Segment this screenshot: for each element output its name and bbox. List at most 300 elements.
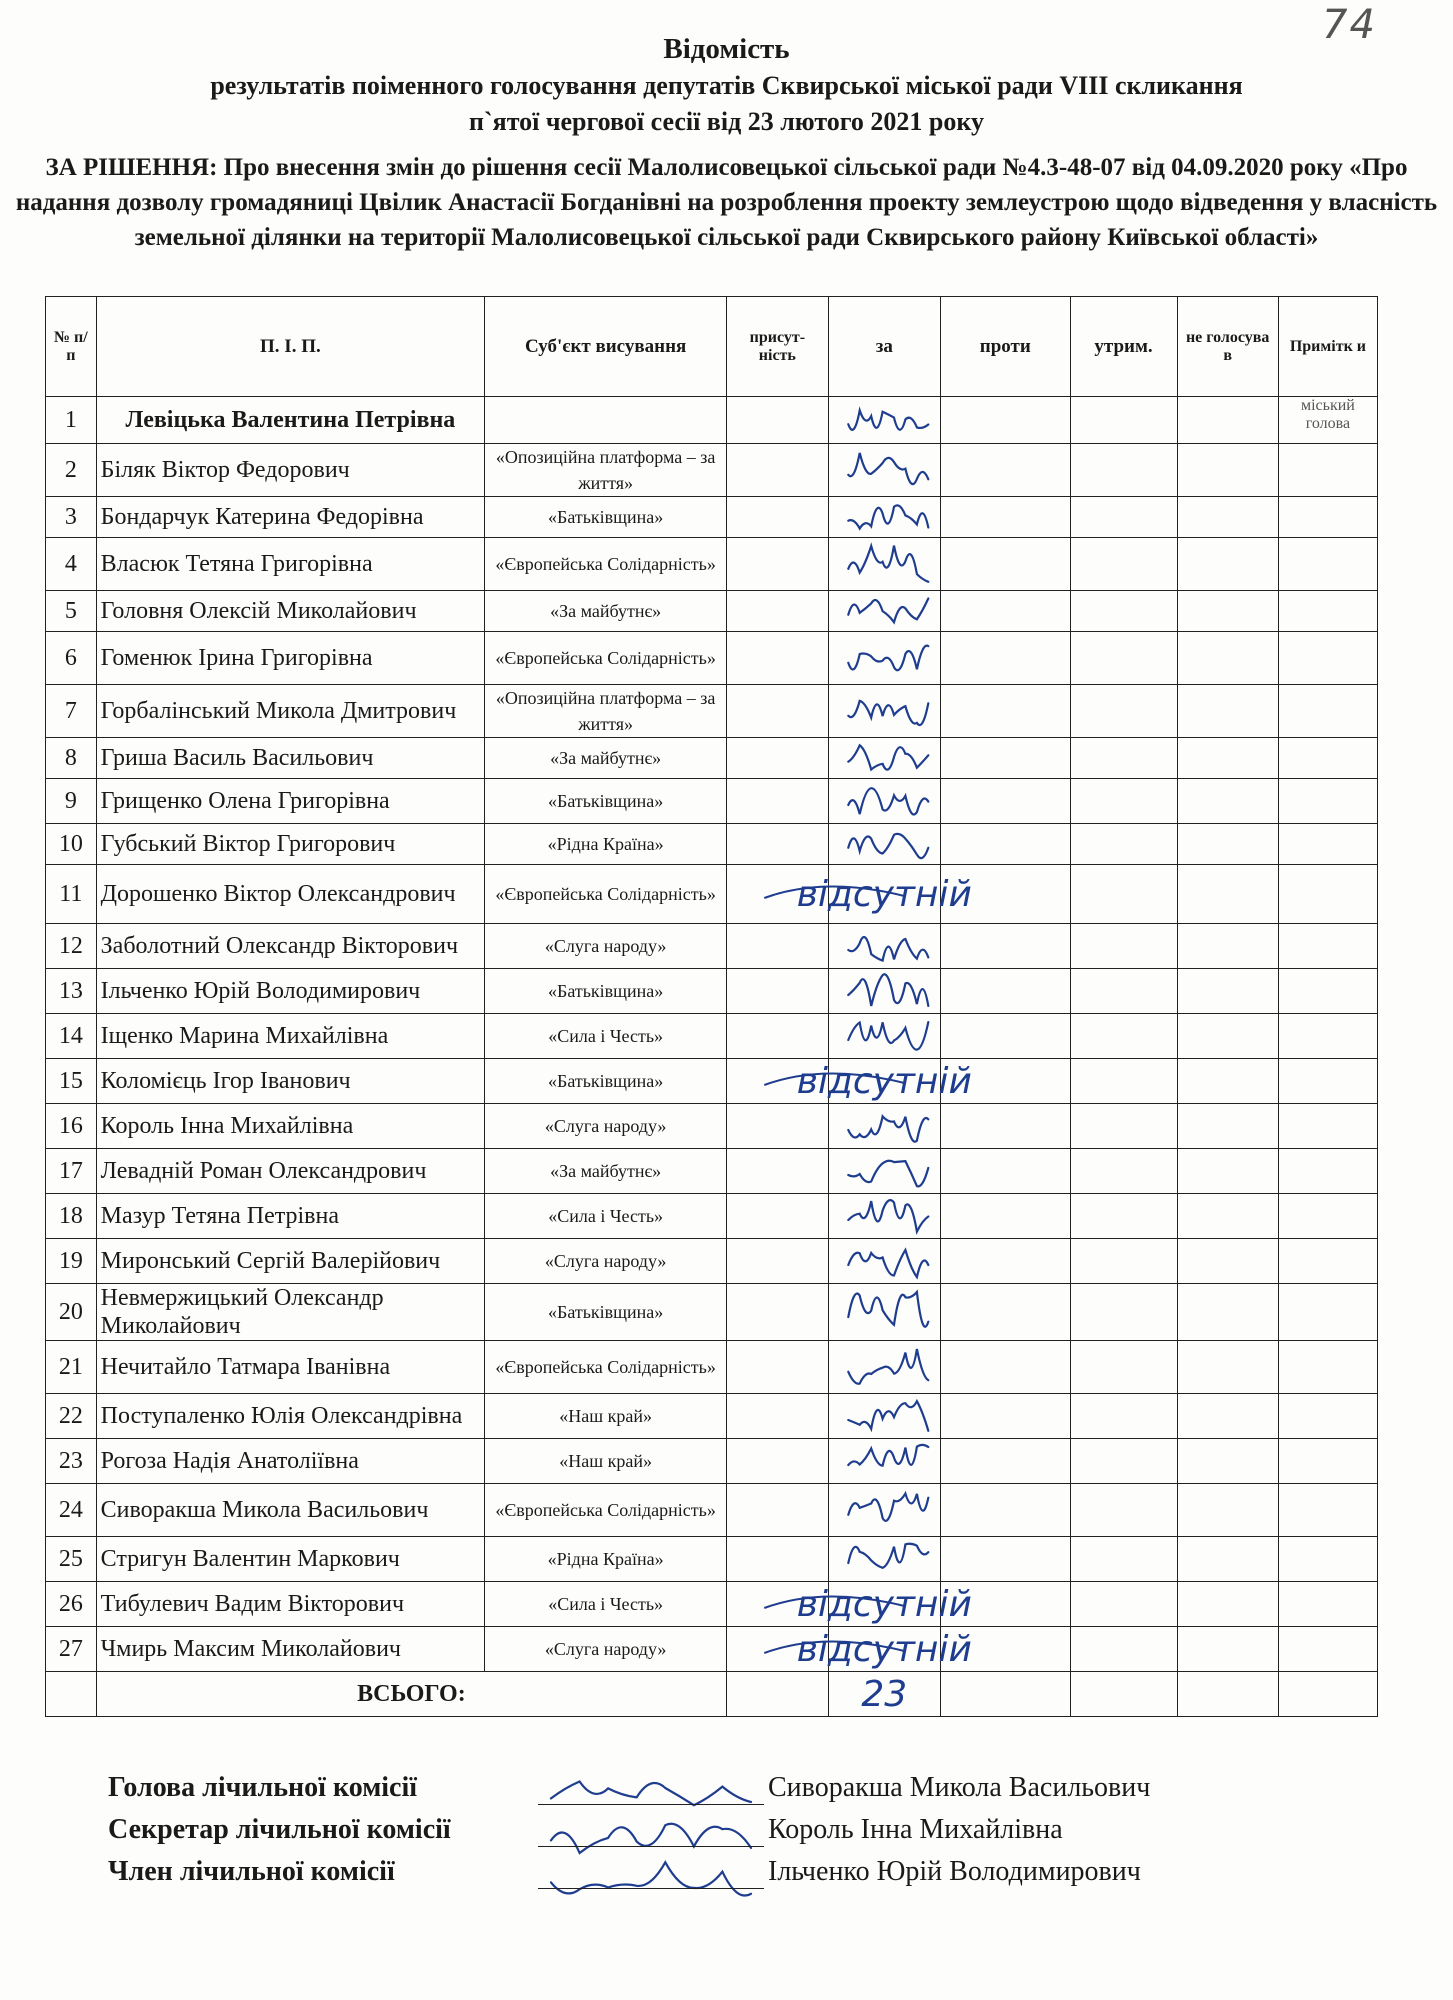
- against-cell: [941, 779, 1070, 824]
- table-row: [46, 397, 1378, 444]
- total-not-voting-cell: [1177, 1672, 1278, 1717]
- table-row: [46, 824, 1378, 865]
- not-voting-cell: [1177, 738, 1278, 779]
- table-row: [46, 1059, 1378, 1104]
- deputy-name: Миронський Сергій Валерійович: [96, 1239, 484, 1284]
- page-number: 74: [1322, 2, 1377, 48]
- deputy-party: «За майбутнє»: [485, 591, 727, 632]
- not-voting-cell: [1177, 1627, 1278, 1672]
- not-voting-cell: [1177, 1394, 1278, 1439]
- present-cell: [727, 591, 828, 632]
- deputy-name: Горбалінський Микола Дмитрович: [96, 685, 484, 738]
- present-cell: [727, 824, 828, 865]
- present-cell: [727, 1341, 828, 1394]
- table-row: [46, 1014, 1378, 1059]
- row-number: 23: [46, 1439, 97, 1484]
- against-cell: [941, 1484, 1070, 1537]
- table-row: [46, 538, 1378, 591]
- not-voting-cell: [1177, 591, 1278, 632]
- table-row: [46, 738, 1378, 779]
- not-voting-cell: [1177, 1104, 1278, 1149]
- against-cell: [941, 1014, 1070, 1059]
- note-cell: [1278, 538, 1377, 591]
- deputy-party: «Опозиційна платформа – за життя»: [485, 685, 727, 738]
- table-row: [46, 1341, 1378, 1394]
- commission-member-row: [108, 1856, 1308, 1898]
- abstain-cell: [1070, 924, 1177, 969]
- deputy-party: «Слуга народу»: [485, 924, 727, 969]
- not-voting-cell: [1177, 1059, 1278, 1104]
- deputy-name: Тибулевич Вадим Вікторович: [96, 1582, 484, 1627]
- present-cell: [727, 1284, 828, 1341]
- deputy-name: Нечитайло Татмара Іванівна: [96, 1341, 484, 1394]
- not-voting-cell: [1177, 824, 1278, 865]
- deputy-name: Губський Віктор Григорович: [96, 824, 484, 865]
- deputy-party: «За майбутнє»: [485, 738, 727, 779]
- against-cell: [941, 738, 1070, 779]
- deputy-party: «Батьківщина»: [485, 1059, 727, 1104]
- abstain-cell: [1070, 738, 1177, 779]
- deputy-name: Гоменюк Ірина Григорівна: [96, 632, 484, 685]
- deputy-party: «Опозиційна платформа – за життя»: [485, 444, 727, 497]
- against-cell: [941, 397, 1070, 444]
- abstain-cell: [1070, 1439, 1177, 1484]
- col-against-header: проти: [941, 297, 1070, 397]
- deputy-name: Левадній Роман Олександрович: [96, 1149, 484, 1194]
- not-voting-cell: [1177, 1284, 1278, 1341]
- row-number: 20: [46, 1284, 97, 1341]
- for-cell: [828, 1239, 941, 1284]
- for-cell: [828, 397, 941, 444]
- abstain-cell: [1070, 397, 1177, 444]
- col-not-voting-header: не голосува в: [1177, 297, 1278, 397]
- abstain-cell: [1070, 824, 1177, 865]
- for-cell: [828, 824, 941, 865]
- document-subtitle-2: п`ятої чергової сесії від 23 лютого 2021 року: [468, 107, 984, 136]
- col-present-header: присут-ність: [727, 297, 828, 397]
- document-title: Відомість: [663, 33, 790, 65]
- table-row: [46, 591, 1378, 632]
- against-cell: [941, 824, 1070, 865]
- deputy-party: «Європейська Солідарність»: [485, 1341, 727, 1394]
- deputy-party: «Слуга народу»: [485, 1627, 727, 1672]
- not-voting-cell: [1177, 924, 1278, 969]
- commission-member-name: Сиворакша Микола Васильович: [768, 1772, 1151, 1803]
- abstain-cell: [1070, 685, 1177, 738]
- commission-secretary-row: [108, 1814, 1308, 1856]
- not-voting-cell: [1177, 1582, 1278, 1627]
- voting-table: [45, 296, 1378, 1717]
- row-number: 8: [46, 738, 97, 779]
- table-row: [46, 1239, 1378, 1284]
- table-row: [46, 1149, 1378, 1194]
- note-cell: [1278, 1394, 1377, 1439]
- table-row: [46, 444, 1378, 497]
- against-cell: [941, 591, 1070, 632]
- signature-line: [538, 1888, 764, 1889]
- abstain-cell: [1070, 1149, 1177, 1194]
- table-row: [46, 1394, 1378, 1439]
- for-cell: [828, 685, 941, 738]
- for-cell: [828, 738, 941, 779]
- row-number: 7: [46, 685, 97, 738]
- table-row: [46, 779, 1378, 824]
- col-for-header: за: [828, 297, 941, 397]
- note-cell: [1278, 1341, 1377, 1394]
- note-cell: [1278, 1104, 1377, 1149]
- not-voting-cell: [1177, 397, 1278, 444]
- deputy-party: «Наш край»: [485, 1439, 727, 1484]
- present-cell: [727, 1149, 828, 1194]
- note-cell: [1278, 1059, 1377, 1104]
- against-cell: [941, 1104, 1070, 1149]
- note-cell: [1278, 969, 1377, 1014]
- note-cell: [1278, 1627, 1377, 1672]
- deputy-party: «Європейська Солідарність»: [485, 865, 727, 924]
- signature-line: [538, 1804, 764, 1805]
- against-cell: [941, 1582, 1070, 1627]
- table-row: [46, 497, 1378, 538]
- present-cell: [727, 1239, 828, 1284]
- present-cell: [727, 1627, 828, 1672]
- present-cell: [727, 779, 828, 824]
- document-header: [0, 30, 1453, 255]
- table-row: [46, 865, 1378, 924]
- not-voting-cell: [1177, 497, 1278, 538]
- deputy-name: Левіцька Валентина Петрівна: [96, 397, 484, 444]
- present-cell: [727, 497, 828, 538]
- note-cell: [1278, 685, 1377, 738]
- deputy-party: «Сила і Честь»: [485, 1194, 727, 1239]
- present-cell: [727, 1014, 828, 1059]
- present-cell: [727, 738, 828, 779]
- col-party-header: Суб'єкт висування: [485, 297, 727, 397]
- note-cell: [1278, 1484, 1377, 1537]
- for-cell: [828, 1194, 941, 1239]
- row-number: 15: [46, 1059, 97, 1104]
- deputy-name: Власюк Тетяна Григорівна: [96, 538, 484, 591]
- deputy-party: «Європейська Солідарність»: [485, 632, 727, 685]
- row-number: 16: [46, 1104, 97, 1149]
- against-cell: [941, 1341, 1070, 1394]
- absent-handwritten-note: відсутній: [796, 1061, 972, 1102]
- present-cell: [727, 1439, 828, 1484]
- deputy-name: Поступаленко Юлія Олександрівна: [96, 1394, 484, 1439]
- row-number: 2: [46, 444, 97, 497]
- for-cell: [828, 1582, 941, 1627]
- deputy-name: Гриша Василь Васильович: [96, 738, 484, 779]
- table-row: [46, 1537, 1378, 1582]
- deputy-party: «Європейська Солідарність»: [485, 538, 727, 591]
- table-row: [46, 924, 1378, 969]
- deputy-name: Стригун Валентин Маркович: [96, 1537, 484, 1582]
- note-cell: [1278, 779, 1377, 824]
- not-voting-cell: [1177, 1484, 1278, 1537]
- for-cell: [828, 1537, 941, 1582]
- against-cell: [941, 444, 1070, 497]
- row-number: 13: [46, 969, 97, 1014]
- deputy-name: Бондарчук Катерина Федорівна: [96, 497, 484, 538]
- deputy-party: «Сила і Честь»: [485, 1582, 727, 1627]
- deputy-name: Мазур Тетяна Петрівна: [96, 1194, 484, 1239]
- deputy-name: Сиворакша Микола Васильович: [96, 1484, 484, 1537]
- table-row: [46, 1627, 1378, 1672]
- note-cell: [1278, 738, 1377, 779]
- deputy-name: Коломієць Ігор Іванович: [96, 1059, 484, 1104]
- note-cell: [1278, 444, 1377, 497]
- total-notes-cell: [1278, 1672, 1377, 1717]
- col-num-header: № п/п: [46, 297, 97, 397]
- abstain-cell: [1070, 1014, 1177, 1059]
- deputy-party: «За майбутнє»: [485, 1149, 727, 1194]
- deputy-name: Біляк Віктор Федорович: [96, 444, 484, 497]
- abstain-cell: [1070, 1194, 1177, 1239]
- abstain-cell: [1070, 1059, 1177, 1104]
- deputy-name: Рогоза Надія Анатоліївна: [96, 1439, 484, 1484]
- deputy-name: Дорошенко Віктор Олександрович: [96, 865, 484, 924]
- present-cell: [727, 632, 828, 685]
- present-cell: [727, 1394, 828, 1439]
- for-cell: [828, 865, 941, 924]
- present-cell: [727, 924, 828, 969]
- abstain-cell: [1070, 1104, 1177, 1149]
- row-number: 1: [46, 397, 97, 444]
- table-row: [46, 632, 1378, 685]
- row-number: 4: [46, 538, 97, 591]
- signature-line: [538, 1846, 764, 1847]
- table-row: [46, 969, 1378, 1014]
- not-voting-cell: [1177, 1537, 1278, 1582]
- abstain-cell: [1070, 1582, 1177, 1627]
- row-number: 19: [46, 1239, 97, 1284]
- col-name-header: П. І. П.: [96, 297, 484, 397]
- deputy-name: Грищенко Олена Григорівна: [96, 779, 484, 824]
- note-cell: [1278, 632, 1377, 685]
- counting-commission: [108, 1772, 1308, 1898]
- row-number: 14: [46, 1014, 97, 1059]
- against-cell: [941, 1627, 1070, 1672]
- row-number: 10: [46, 824, 97, 865]
- deputy-name: Чмирь Максим Миколайович: [96, 1627, 484, 1672]
- against-cell: [941, 632, 1070, 685]
- for-cell: [828, 969, 941, 1014]
- deputy-party: «Батьківщина»: [485, 969, 727, 1014]
- for-cell: [828, 591, 941, 632]
- present-cell: [727, 444, 828, 497]
- abstain-cell: [1070, 591, 1177, 632]
- abstain-cell: [1070, 1284, 1177, 1341]
- abstain-cell: [1070, 1341, 1177, 1394]
- deputy-party: «Сила і Честь»: [485, 1014, 727, 1059]
- against-cell: [941, 1239, 1070, 1284]
- total-present-cell: [727, 1672, 828, 1717]
- against-cell: [941, 865, 1070, 924]
- deputy-party: «Батьківщина»: [485, 497, 727, 538]
- deputy-party: «Батьківщина»: [485, 1284, 727, 1341]
- present-cell: [727, 1059, 828, 1104]
- present-cell: [727, 969, 828, 1014]
- against-cell: [941, 924, 1070, 969]
- deputy-party: «Європейська Солідарність»: [485, 1484, 727, 1537]
- row-number: 9: [46, 779, 97, 824]
- not-voting-cell: [1177, 685, 1278, 738]
- deputy-name: Невмержицький Олександр Миколайович: [96, 1284, 484, 1341]
- absent-handwritten-note: відсутній: [796, 1584, 972, 1625]
- commission-chair-row: [108, 1772, 1308, 1814]
- against-cell: [941, 1284, 1070, 1341]
- against-cell: [941, 685, 1070, 738]
- not-voting-cell: [1177, 444, 1278, 497]
- not-voting-cell: [1177, 1239, 1278, 1284]
- row-number: 22: [46, 1394, 97, 1439]
- deputy-name: Іщенко Марина Михайлівна: [96, 1014, 484, 1059]
- against-cell: [941, 969, 1070, 1014]
- not-voting-cell: [1177, 1341, 1278, 1394]
- note-cell: [1278, 1537, 1377, 1582]
- abstain-cell: [1070, 865, 1177, 924]
- abstain-cell: [1070, 538, 1177, 591]
- total-abstain-cell: [1070, 1672, 1177, 1717]
- total-label: ВСЬОГО:: [96, 1672, 727, 1717]
- not-voting-cell: [1177, 969, 1278, 1014]
- against-cell: [941, 1149, 1070, 1194]
- note-cell: [1278, 924, 1377, 969]
- commission-role: Секретар лічильної комісії: [108, 1814, 451, 1845]
- deputy-party: «Рідна Країна»: [485, 1537, 727, 1582]
- for-cell: [828, 444, 941, 497]
- for-cell: [828, 1341, 941, 1394]
- table-row: [46, 1439, 1378, 1484]
- present-cell: [727, 538, 828, 591]
- abstain-cell: [1070, 444, 1177, 497]
- for-cell: [828, 1149, 941, 1194]
- table-row: [46, 685, 1378, 738]
- against-cell: [941, 1059, 1070, 1104]
- against-cell: [941, 1537, 1070, 1582]
- against-cell: [941, 497, 1070, 538]
- present-cell: [727, 1484, 828, 1537]
- note-cell: міський голова: [1278, 397, 1377, 444]
- present-cell: [727, 1104, 828, 1149]
- for-cell: [828, 779, 941, 824]
- not-voting-cell: [1177, 1194, 1278, 1239]
- for-cell: [828, 1059, 941, 1104]
- table-row: [46, 1194, 1378, 1239]
- note-cell: [1278, 1439, 1377, 1484]
- note-cell: [1278, 1194, 1377, 1239]
- present-cell: [727, 1582, 828, 1627]
- row-number: 26: [46, 1582, 97, 1627]
- for-cell: [828, 1104, 941, 1149]
- for-cell: [828, 1014, 941, 1059]
- commission-role: Голова лічильної комісії: [108, 1772, 418, 1803]
- absent-handwritten-note: відсутній: [796, 1629, 972, 1670]
- table-header-row: [46, 297, 1378, 397]
- for-cell: [828, 1394, 941, 1439]
- row-number: 12: [46, 924, 97, 969]
- abstain-cell: [1070, 1537, 1177, 1582]
- row-number: 5: [46, 591, 97, 632]
- table-row: [46, 1284, 1378, 1341]
- decision-text: ЗА РІШЕННЯ: Про внесення змін до рішення сесії Малолисовецької сільської ради №4.3-48-07 від 04.09.2020 року «Про надання дозволу громадяниці Цвілик Анастасії Богданівні на розроблення проекту землеустрою щодо відведення у власність земельної ділянки на території Малолисовецької сільської ради Сквирського району Київської області»: [15, 154, 1438, 251]
- row-number: 17: [46, 1149, 97, 1194]
- present-cell: [727, 1194, 828, 1239]
- for-cell: [828, 1484, 941, 1537]
- total-num-cell: [46, 1672, 97, 1717]
- abstain-cell: [1070, 1484, 1177, 1537]
- present-cell: [727, 1537, 828, 1582]
- note-cell: [1278, 1582, 1377, 1627]
- for-cell: [828, 632, 941, 685]
- against-cell: [941, 538, 1070, 591]
- not-voting-cell: [1177, 779, 1278, 824]
- against-cell: [941, 1194, 1070, 1239]
- abstain-cell: [1070, 969, 1177, 1014]
- abstain-cell: [1070, 779, 1177, 824]
- total-row: [46, 1672, 1378, 1717]
- not-voting-cell: [1177, 1149, 1278, 1194]
- deputy-party: «Рідна Країна»: [485, 824, 727, 865]
- table-row: [46, 1484, 1378, 1537]
- not-voting-cell: [1177, 632, 1278, 685]
- commission-role: Член лічильної комісії: [108, 1856, 395, 1887]
- abstain-cell: [1070, 1394, 1177, 1439]
- for-cell: [828, 1284, 941, 1341]
- note-cell: [1278, 591, 1377, 632]
- absent-handwritten-note: відсутній: [796, 874, 972, 915]
- present-cell: [727, 865, 828, 924]
- document-subtitle-1: результатів поіменного голосування депутатів Сквирської міської ради VIII скликання: [210, 71, 1243, 100]
- table-row: [46, 1104, 1378, 1149]
- note-cell: [1278, 1014, 1377, 1059]
- total-for-value: 23: [828, 1672, 941, 1717]
- total-against-cell: [941, 1672, 1070, 1717]
- commission-member-name: Король Інна Михайлівна: [768, 1814, 1063, 1845]
- present-cell: [727, 397, 828, 444]
- deputy-party: «Батьківщина»: [485, 779, 727, 824]
- not-voting-cell: [1177, 1439, 1278, 1484]
- deputy-name: Ільченко Юрій Володимирович: [96, 969, 484, 1014]
- not-voting-cell: [1177, 865, 1278, 924]
- note-cell: [1278, 497, 1377, 538]
- deputy-party: «Слуга народу»: [485, 1239, 727, 1284]
- note-cell: [1278, 824, 1377, 865]
- for-cell: [828, 1439, 941, 1484]
- for-cell: [828, 538, 941, 591]
- abstain-cell: [1070, 632, 1177, 685]
- deputy-name: Король Інна Михайлівна: [96, 1104, 484, 1149]
- row-number: 25: [46, 1537, 97, 1582]
- abstain-cell: [1070, 1239, 1177, 1284]
- abstain-cell: [1070, 1627, 1177, 1672]
- not-voting-cell: [1177, 1014, 1278, 1059]
- not-voting-cell: [1177, 538, 1278, 591]
- note-cell: [1278, 1239, 1377, 1284]
- row-number: 18: [46, 1194, 97, 1239]
- col-abstain-header: утрим.: [1070, 297, 1177, 397]
- deputy-name: Заболотний Олександр Вікторович: [96, 924, 484, 969]
- row-number: 3: [46, 497, 97, 538]
- row-number: 27: [46, 1627, 97, 1672]
- against-cell: [941, 1439, 1070, 1484]
- note-cell: [1278, 1284, 1377, 1341]
- deputy-party: [485, 397, 727, 444]
- abstain-cell: [1070, 497, 1177, 538]
- deputy-party: «Слуга народу»: [485, 1104, 727, 1149]
- row-number: 11: [46, 865, 97, 924]
- col-notes-header: Примітк и: [1278, 297, 1377, 397]
- against-cell: [941, 1394, 1070, 1439]
